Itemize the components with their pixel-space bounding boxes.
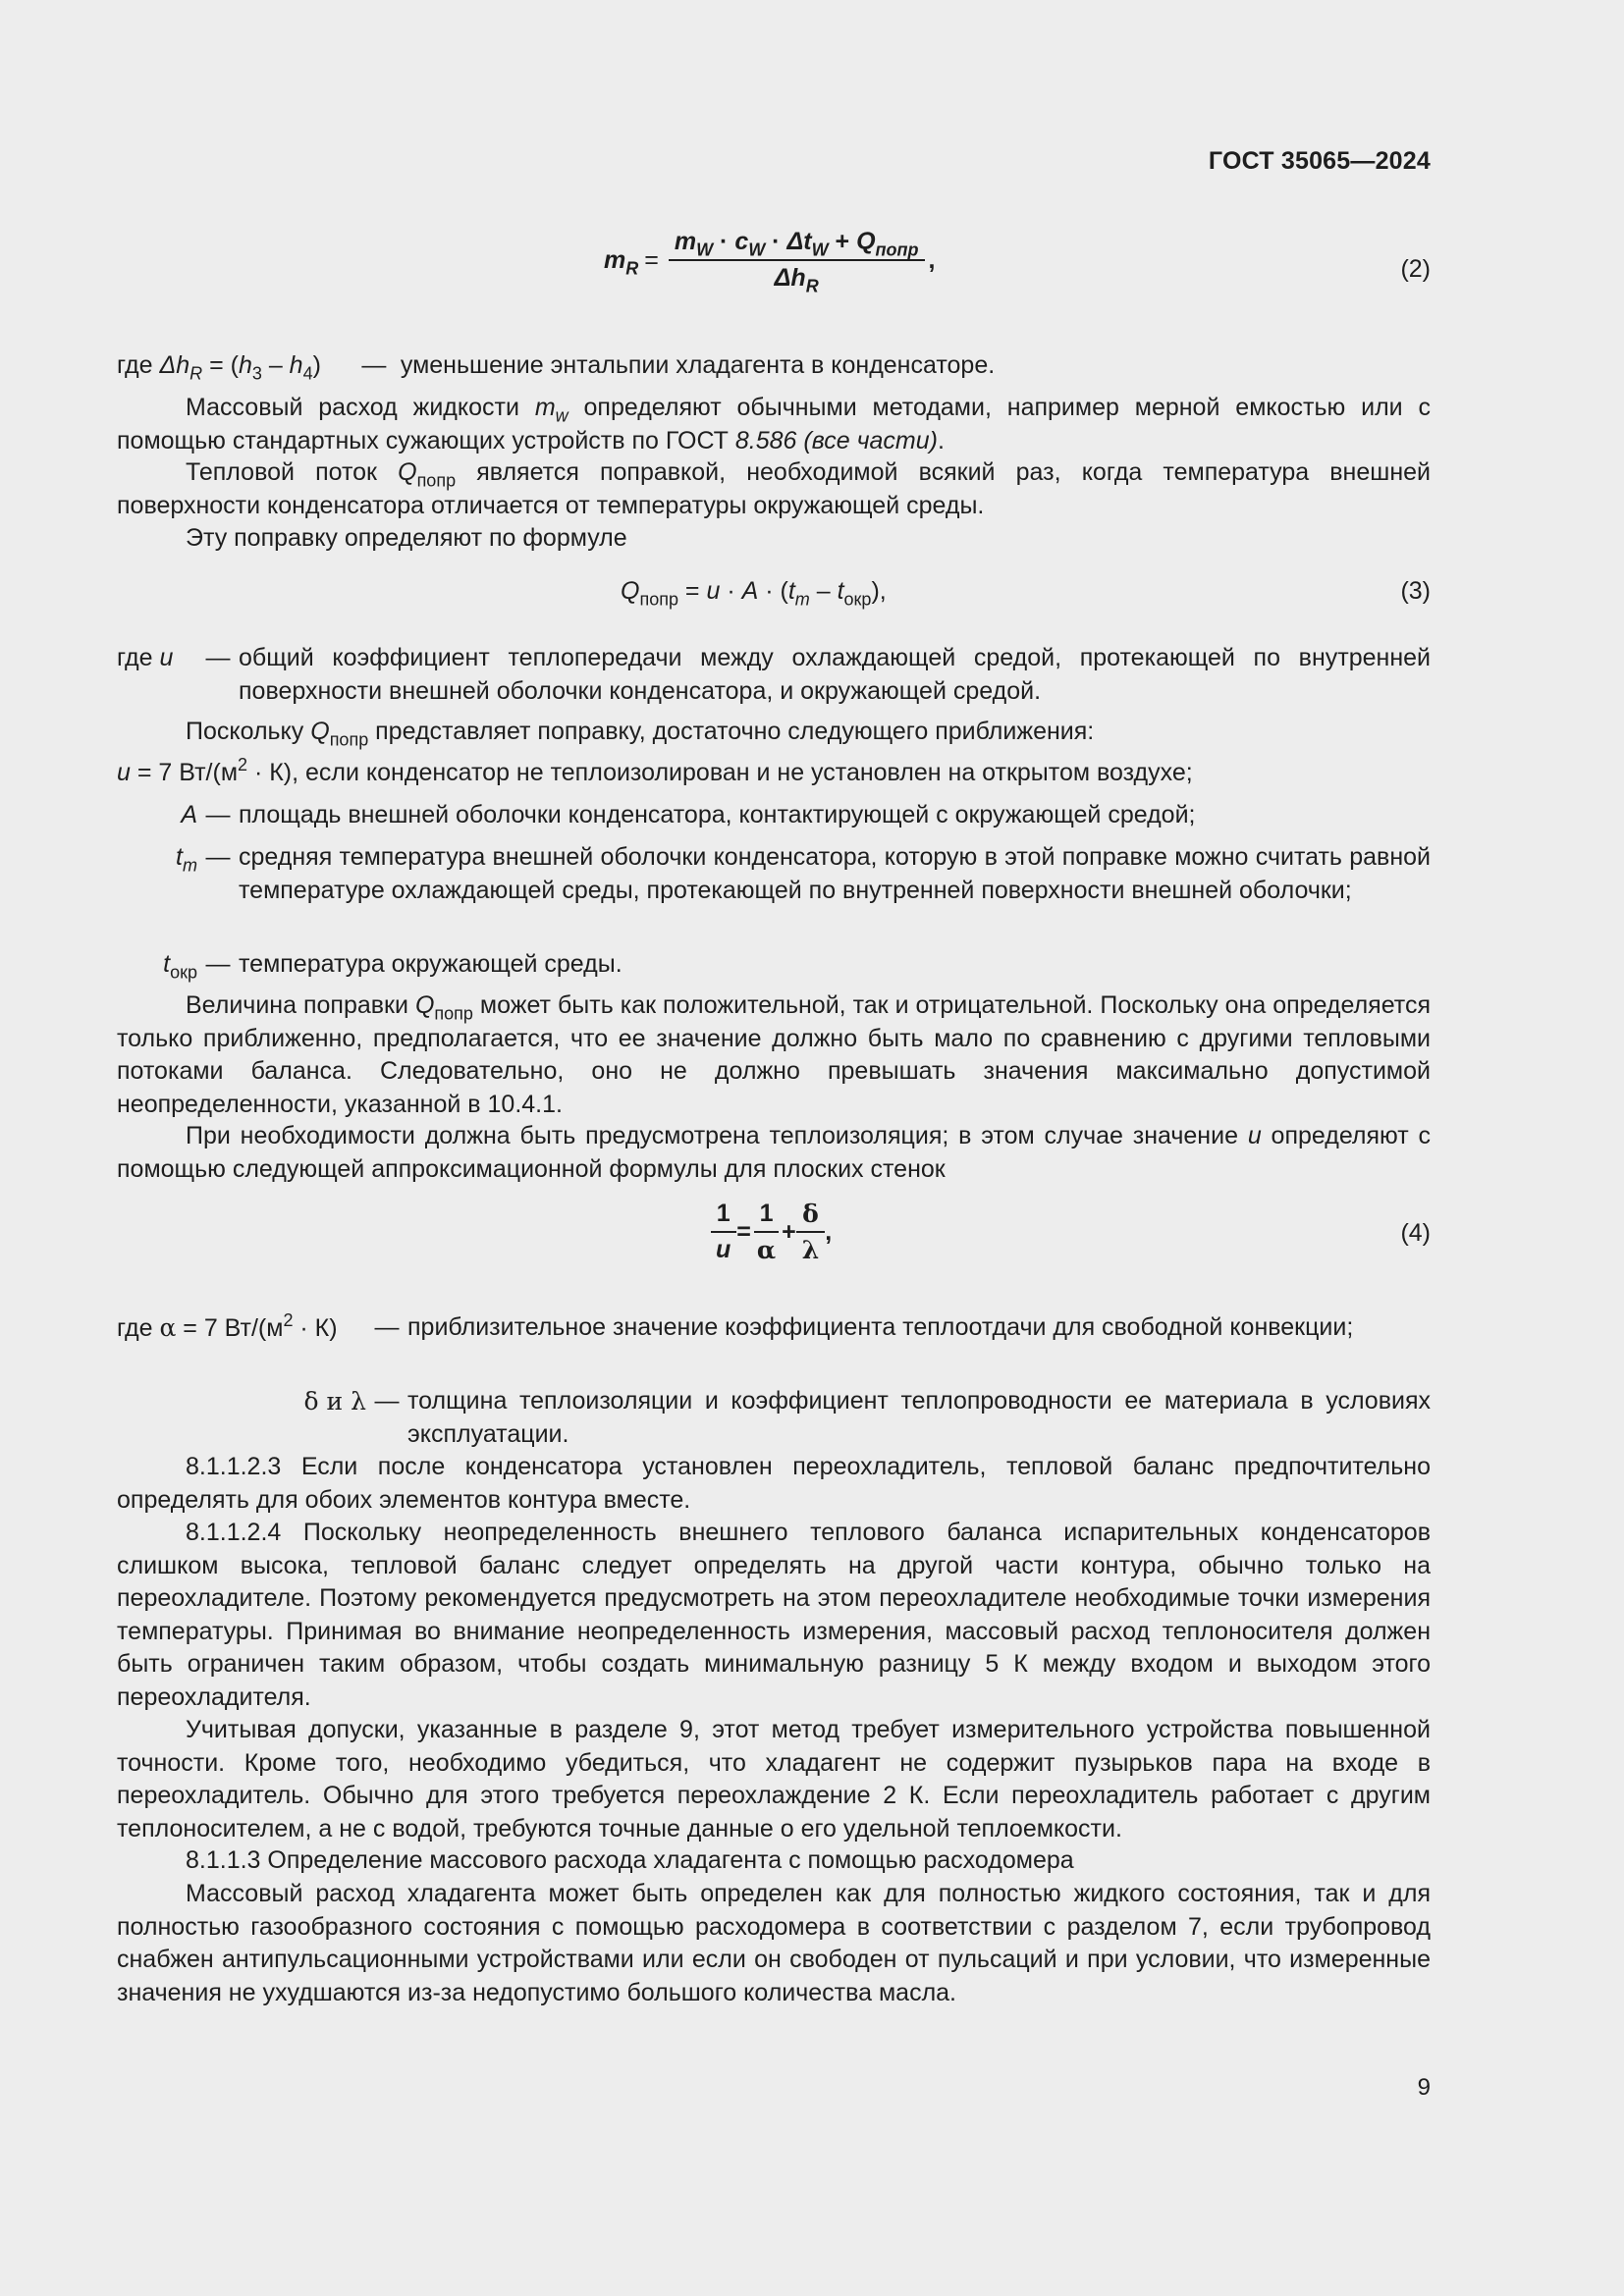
section-8-1-1-3-heading: 8.1.1.3 Определение массового расхода хладагента с помощью расходомера — [186, 1846, 1074, 1874]
where-u-definition: где u — общий коэффициент теплопередачи между охлаждающей средой, протекающей по внутренней поверхности внешней оболочки конденсатора, и окружающей средой. — [117, 644, 1431, 705]
paragraph-flowmeter: Массовый расход хладагента может быть определен как для полностью жидкого состояния, так и для полностью газообразного состояния с помощью расходомера в соответствии с разделом 7, если трубопровод снабжен антипульсационными устройствами или если он свободен от пульсаций и при условии, что измеренные значения не ухудшаются из-за недопустимо большого количества масла. — [117, 1880, 1431, 2006]
document-header: ГОСТ 35065—2024 — [1208, 147, 1431, 175]
paragraph-mass-flow-liquid: Массовый расход жидкости $m_w$ определяют обычными методами, например мерной емкостью или с помощью стандартных сужающих устройств по ГОСТ 8.586 (все части). — [117, 394, 1431, 454]
paragraph-tolerances: Учитывая допуски, указанные в разделе 9, этот метод требует измерительного устройства повышенной точности. Кроме того, необходимо убедиться, что хладагент не содержит пузырьков пара на входе в переохладитель. Обычно для этого требуется переохлаждение 2 К. Если переохладитель работает с другим теплоносителем, а не с водой, требуются точные данные о его удельной теплоемкости. — [117, 1716, 1431, 1842]
paragraph-u-value: u = 7 $Вт/(м^2 \cdot К)$, если конденсатор не теплоизолирован и не установлен на открытом воздухе; — [117, 755, 1193, 786]
where-alpha-definition: где α = 7 $Вт/(м^2 \cdot К)$ — приблизительное значение коэффициента теплоотдачи для свободной конвекции; — [117, 1310, 1354, 1342]
formula-4-fraction-2: $\frac{1}{\alpha}$ — [751, 1200, 782, 1264]
formula-4-fraction-1: $\frac{1}{u}$ — [710, 1200, 736, 1264]
formula-4-fraction-3: $\frac{\delta}{\lambda}$ — [796, 1200, 826, 1264]
definition-delta-lambda: δ и λ — толщина теплоизоляции и коэффициент теплопроводности ее материала в условиях эксплуатации. — [303, 1387, 1431, 1448]
where-dh-definition: где $\Delta h_R = (h_3 - h_4)$ — уменьшение энтальпии хладагента в конденсаторе. — [117, 351, 996, 384]
formula-4-number: (4) — [1400, 1219, 1431, 1247]
paragraph-approximation: Поскольку $Q_{попр}$ представляет поправку, достаточно следующего приближения: — [186, 718, 1095, 750]
paragraph-correction-magnitude: Величина поправки $Q_{попр}$ может быть как положительной, так и отрицательной. Поскольку она определяется только приближенно, предполагается, что ее значение должно быть мало по сравнению с другими тепловыми потоками баланса. Следовательно, оно не должно превышать значения максимально допустимой неопределенности, указанной в 10.4.1. — [117, 991, 1432, 1118]
formula-2-number: (2) — [1400, 255, 1431, 283]
definition-tm: $t_m$ — средняя температура внешней оболочки конденсатора, которую в этой поправке можно считать равной температуре охлаждающей среды, протекающей по внутренней поверхности внешней оболочки; — [176, 843, 1431, 904]
paragraph-correction-intro: Эту поправку определяют по формуле — [186, 524, 627, 552]
paragraph-insulation: При необходимости должна быть предусмотрена теплоизоляция; в этом случае значение u определяют с помощью следующей аппроксимационной формулы для плоских стенок — [117, 1122, 1431, 1183]
formula-3-number: (3) — [1400, 577, 1431, 605]
page-number: 9 — [1417, 2074, 1431, 2101]
definition-A: A — площадь внешней оболочки конденсатора, контактирующей с окружающей средой; — [181, 801, 1196, 828]
formula-2-fraction: $m_W \cdot c_W \cdot \Delta t_W + Q_{попр}$ $\Delta h_R$ — [669, 228, 925, 293]
document-page: ГОСТ 35065—2024 $m_R$ = $m_W \cdot c_W \cdot \Delta t_W + Q_{попр}$ $\Delta h_R$ , (2) где $\Delta h_R = (h_3 - h_4)$ — уменьшение энтальпии хладагента в конденсаторе. Массовый расход жидкости $m_w$ определяют обычными методами, например мерной емкостью или с помощью стандартных сужающих устройств по ГОСТ 8.586 (все части). Тепловой поток $Q_{попр}$ является поправкой, необходимой всякий раз, когда температура внешней поверхности конденсатора отличается от температуры окружающей среды. Эту поправку определяют по формуле $Q_{попр} = u \cdot A \cdot (t_m - t_{окр})$, (3) где u — общий коэффициент теплопередачи между охлаждающей средой, протекающей по внутренней поверхности внешней оболочки конденсатора, и окружающей средой. Поскольку $Q_{попр}$ представляет поправку, достаточно следующего приближения: u = 7 $Вт/(м^2 \cdot К)$, если конденсатор не теплоизолирован и не установлен на открытом воздухе; A — площадь внешней оболочки конденсатора, контактирующей с окружающей средой; $t_m$ — средняя температура внешней оболочки конденсатора, которую в этой поправке можно считать равной температуре охлаждающей среды, протекающей по внутренней поверхности внешней оболочки; $t_{окр}$ — температура окружающей среды. Величина поправки $Q_{попр}$ может быть как положительной, так и отрицательной. Поскольку она определяется только приближенно, предполагается, что ее значение должно быть мало по сравнению с другими тепловыми потоками баланса. Следовательно, оно не должно превышать значения максимально допустимой неопределенности, указанной в 10.4.1. При необходимости должна быть предусмотрена теплоизоляция; в этом случае значение u определяют с помощью следующей аппроксимационной формулы для плоских стенок $\frac{1}{u}$ = $\frac{1}{\alpha}$ + $\frac{\delta}{\lambda}$ , (4) где α = 7 $Вт/(м^2 \cdot К)$ — приблизительное значение коэффициента теплоотдачи для свободной конвекции; δ и λ — толщина теплоизоляции и коэффициент теплопроводности ее материала в условиях эксплуатации. 8.1.1.2.3 Если после конденсатора установлен переохладитель, тепловой баланс предпочтительно определять для обоих элементов контура вместе. 8.1.1.2.4 Поскольку неопределенность внешнего теплового баланса испарительных конденсаторов слишком высока, тепловой баланс следует определять на другой части контура, обычно только на переохладителе. Поэтому рекомендуется предусмотреть на этом переохладителе необходимые точки измерения температуры. Принимая во внимание неопределенность измерения, массовый расход теплоносителя должен быть ограничен таким образом, чтобы создать минимальную разницу 5 К между входом и выходом этого переохладителя. Учитывая допуски, указанные в разделе 9, этот метод требует измерительного устройства повышенной точности. Кроме того, необходимо убедиться, что хладагент не содержит пузырьков пара на входе в переохладитель. Обычно для этого требуется переохлаждение 2 К. Если переохладитель работает с другим теплоносителем, а не с водой, требуются точные данные о его удельной теплоемкости. 8.1.1.3 Определение массового расхода хладагента с помощью расходомера Массовый расход хладагента может быть определен как для полностью жидкого состояния, так и для полностью газообразного состояния с помощью расходомера в соответствии с разделом 7, если трубопровод снабжен антипульсационными устройствами или если он свободен от пульсаций и при условии, что измеренные значения не ухудшаются из-за недопустимо большого количества масла. 9 — [117, 147, 1432, 2101]
formula-2-lhs: $m_R$ — [604, 245, 639, 278]
paragraph-8-1-1-2-3: 8.1.1.2.3 Если после конденсатора установлен переохладитель, тепловой баланс предпочтительно определять для обоих элементов контура вместе. — [117, 1453, 1431, 1514]
definition-tokr: $t_{окр}$ — температура окружающей среды. — [163, 950, 623, 983]
paragraph-8-1-1-2-4: 8.1.1.2.4 Поскольку неопределенность внешнего теплового баланса испарительных конденсаторов слишком высока, тепловой баланс следует определять на другой части контура, обычно только на переохладителе. Поэтому рекомендуется предусмотреть на этом переохладителе необходимые точки измерения температуры. Принимая во внимание неопределенность измерения, массовый расход теплоносителя должен быть ограничен таким образом, чтобы создать минимальную разницу 5 К между входом и выходом этого переохладителя. — [117, 1519, 1431, 1711]
paragraph-heat-flow: Тепловой поток $Q_{попр}$ является поправкой, необходимой всякий раз, когда температура внешней поверхности конденсатора отличается от температуры окружающей среды. — [117, 458, 1431, 519]
